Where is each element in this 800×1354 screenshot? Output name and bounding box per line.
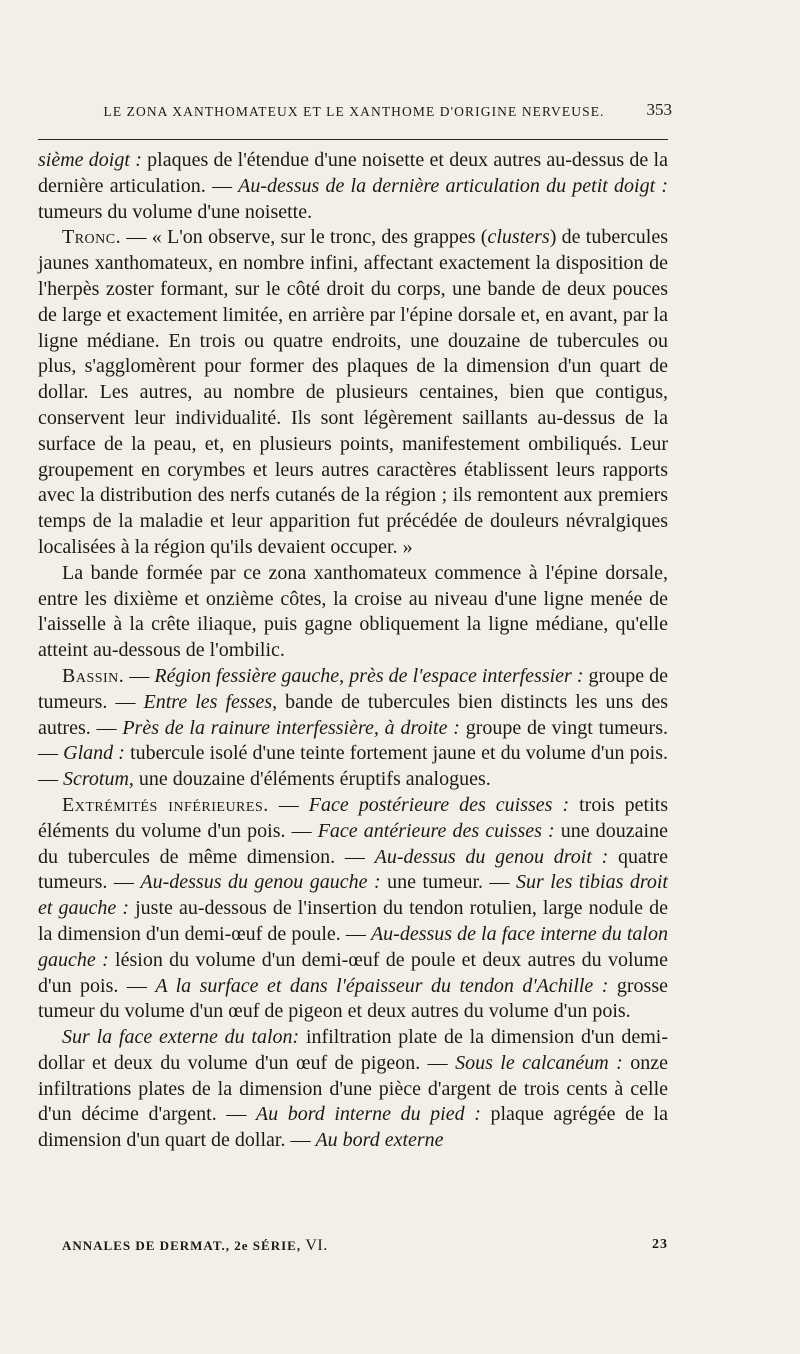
italic-run: Au-dessus de la face interne du talon gauche : — [38, 922, 668, 971]
text-run: tumeurs du volume d'une noisette. — [38, 200, 313, 223]
italic-run: A la surface et dans l'épaisseur du tendon d'Achille : — [155, 974, 609, 997]
page-number: 353 — [646, 100, 672, 119]
section-label-extremites: Extrémités inférieures. — [62, 793, 269, 816]
paragraph-bassin — [38, 664, 668, 793]
text-run: infiltration plate de la dimension d'un demi-dollar et deux du volume d'un œuf de pigeon. — — [38, 1026, 668, 1074]
text-run: — « L'on observe, sur le tronc, des grappes ( — [121, 226, 488, 249]
header-rule — [38, 139, 668, 140]
text-run: onze infiltrations plates de la dimension d'une pièce d'argent de trois cents à celle d'un décime d'argent. — — [38, 1051, 668, 1126]
text-run: trois petits éléments du volume d'un pois. — — [38, 793, 669, 842]
italic-run: Au-dessus de la dernière articulation du petit doigt : — [238, 174, 668, 197]
journal-footer — [62, 1237, 328, 1255]
section-label-tronc: Tronc. — [62, 226, 122, 249]
italic-run: Sur la face externe du talon: — [62, 1026, 300, 1049]
text-run: juste au-dessous de l'insertion du tendon rotulien, large nodule de la dimension d'un demi-œuf de poule. — — [38, 897, 669, 945]
italic-run: Scrotum, — [63, 768, 134, 791]
text-run: plaques de l'étendue d'une noisette et deux autres au-dessus de la dernière articulation. — — [38, 149, 668, 197]
italic-run: Au-dessus du genou gauche : — [140, 871, 381, 894]
text-run: groupe de vingt tumeurs. — — [38, 716, 668, 765]
italic-run: Au bord externe — [315, 1129, 444, 1152]
italic-run: Région fessière gauche, près de l'espace interfessier : — [154, 664, 584, 687]
signature-mark: 23 — [652, 1237, 668, 1252]
italic-run: Près de la rainure interfessière, à droite : — [122, 716, 460, 739]
italic-run: Face antérieure des cuisses : — [317, 819, 555, 842]
text-run: La bande formée par ce zona xanthomateux commence à l'épine dorsale, entre les dixième et onzième côtes, la croise au niveau d'une ligne menée de l'aisselle à la crête iliaque, puis gagne obliquement la ligne médiane, qu'elle atteint au-dessous de l'ombilic. — [38, 561, 668, 662]
text-run: lésion du volume d'un demi-œuf de poule et deux autres du volume d'un pois. — — [38, 948, 668, 997]
text-run: groupe de tumeurs. — — [38, 664, 668, 713]
body-text — [38, 148, 668, 1154]
text-run: plaque agrégée de la dimension d'un quart de dollar. — — [38, 1103, 668, 1152]
text-run: — — [268, 793, 309, 816]
paragraph-tronc — [38, 225, 668, 560]
italic-run: Gland : — [63, 742, 125, 765]
text-run: — — [124, 664, 155, 687]
text-run: grosse tumeur du volume d'un œuf de pigeon et deux autres du volume d'un pois. — [38, 974, 668, 1023]
text-run: bande de tubercules bien distincts les uns des autres. — — [38, 690, 668, 739]
italic-run: Sous le calcanéum : — [455, 1051, 623, 1074]
paragraph-talon — [38, 1025, 668, 1154]
volume-number: VI. — [305, 1237, 328, 1254]
text-run: une tumeur. — — [380, 871, 516, 894]
text-run: une douzaine du tubercules de même dimension. — — [38, 819, 668, 868]
italic-run: Entre les fesses, — [143, 690, 278, 713]
journal-name: ANNALES DE DERMAT., 2e SÉRIE, — [62, 1238, 306, 1253]
text-run: ) de tubercules jaunes xanthomateux, en nombre infini, affectant exactement la disposition de l'herpès zoster formant, sur le côté droit du corps, une bande de deux pouces de large et exactement limitée, en arrière par l'épine dorsale et, en avant, par la ligne médiane. En trois ou quatre endroits, une douzaine de tubercules ou plus, s'agglomèrent pour former des plaques de la dimension d'un quart de dollar. Les autres, au nombre de plusieurs centaines, bien que contigus, conservent leur individualité. Ils sont légèrement saillants au-dessus de la surface de la peau, et, en plusieurs points, manifestement ombiliqués. Leur groupement en corymbes et leurs autres caractères établissent leurs rapports avec la distribution des nerfs cutanés de la région ; ils remontent aux premiers temps de la maladie et leur apparition fut précédée de douleurs névralgiques localisées à la région qu'ils devaient occuper. » — [38, 226, 668, 558]
text-run: une douzaine d'éléments éruptifs analogues. — [133, 768, 491, 791]
section-label-bassin: Bassin. — [62, 664, 125, 687]
paragraph-extremites — [38, 793, 668, 1025]
paragraph-finger — [38, 148, 668, 225]
italic-run: Au-dessus du genou droit : — [374, 845, 609, 868]
paragraph-bande — [38, 561, 668, 664]
text-run: quatre tumeurs. — — [38, 845, 668, 894]
italic-run: sième doigt : — [38, 149, 142, 171]
italic-run: clusters — [487, 226, 550, 249]
italic-run: Sur les tibias droit et gauche : — [38, 871, 668, 920]
running-head: LE ZONA XANTHOMATEUX ET LE XANTHOME D'ORIGINE NERVEUSE. — [103, 104, 605, 119]
italic-run: Au bord interne du pied : — [255, 1103, 481, 1126]
text-run: tubercule isolé d'une teinte fortement jaune et du volume d'un pois. — — [38, 742, 668, 791]
italic-run: Face postérieure des cuisses : — [308, 793, 570, 816]
